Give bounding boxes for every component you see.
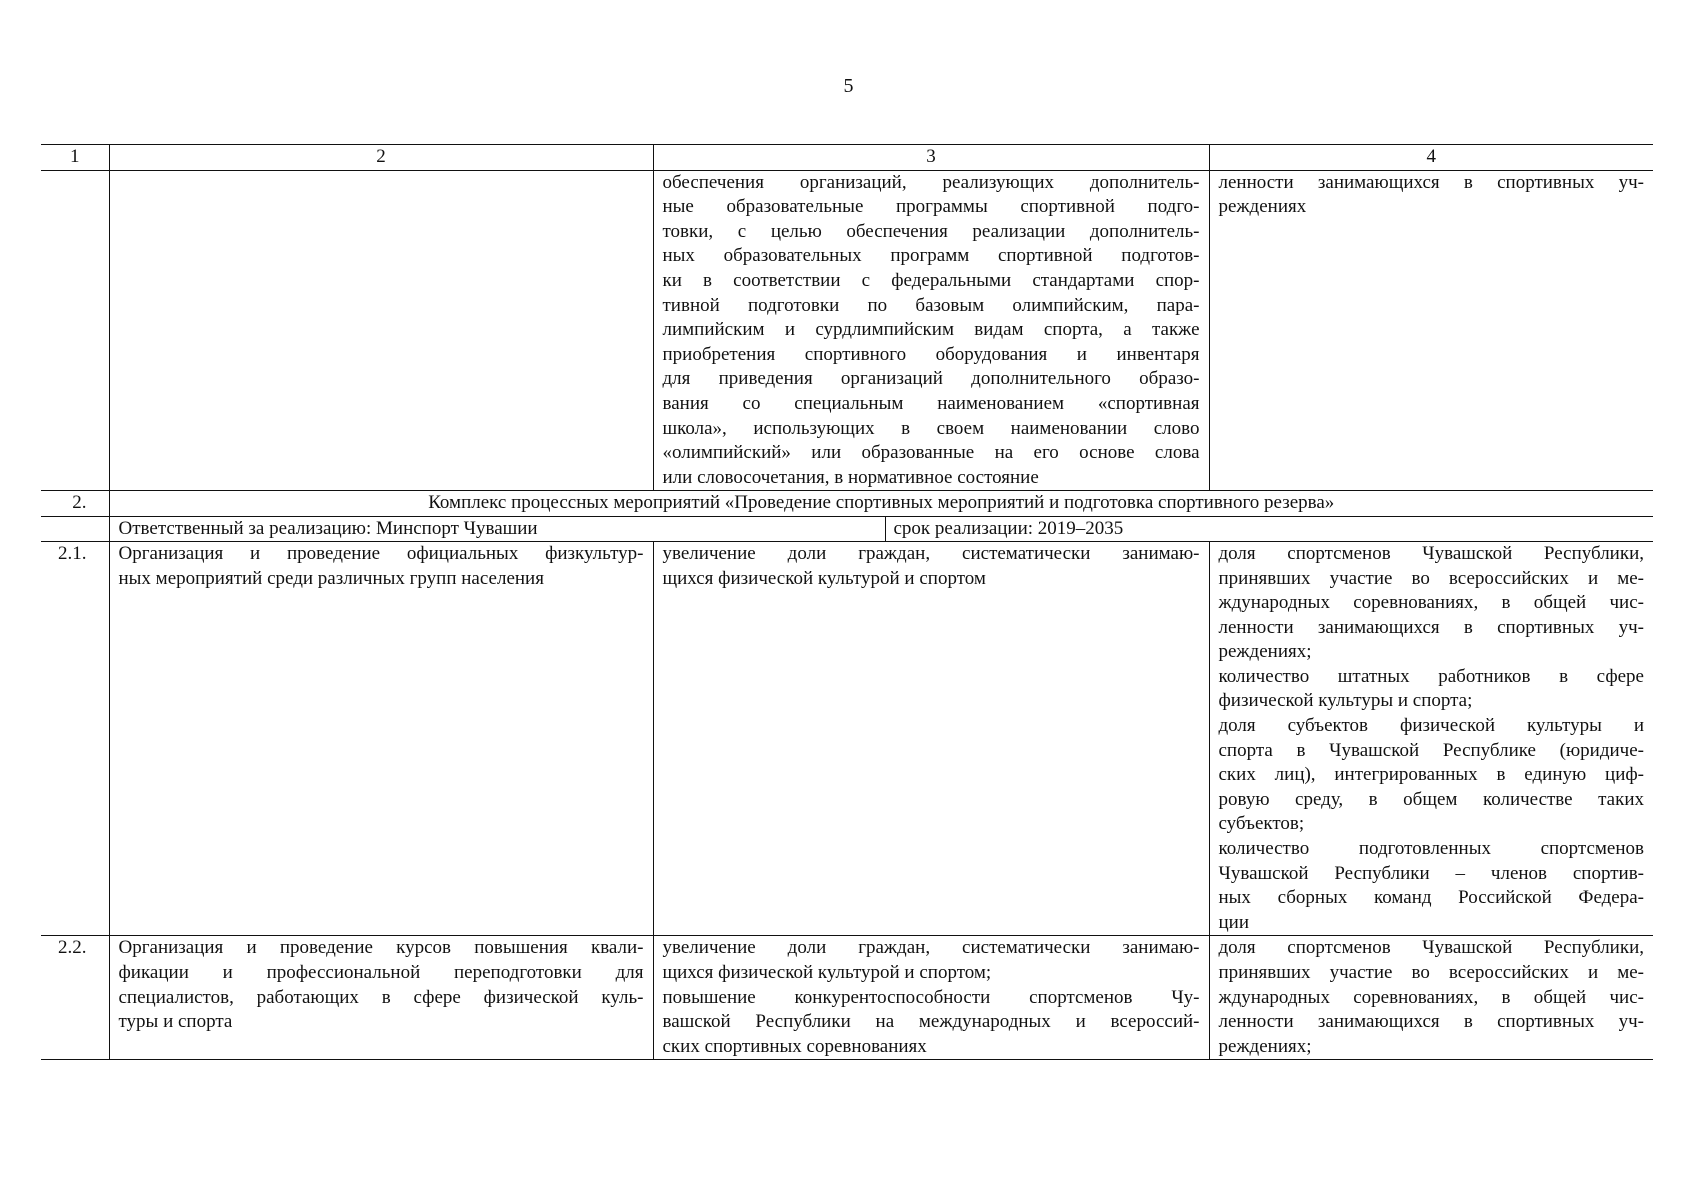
section-responsible-row bbox=[41, 516, 1653, 541]
text-line: физической культуры и спорта; bbox=[1218, 690, 1473, 712]
row-result-cell bbox=[653, 541, 1209, 936]
text-line: или словосочетания, в нормативное состояние bbox=[662, 466, 1039, 488]
text-line: для приведения организаций дополнительного образо- bbox=[662, 368, 1200, 390]
text-line: товки, с целью обеспечения реализации дополнитель- bbox=[662, 220, 1200, 242]
header-cell-4: 4 bbox=[1209, 145, 1653, 171]
table-row bbox=[41, 541, 1653, 936]
table-header-row bbox=[41, 145, 1653, 171]
header-cell-2: 2 bbox=[109, 145, 653, 171]
continuation-col2-cell bbox=[109, 170, 653, 491]
text-line: ных мероприятий среди различных групп населения bbox=[118, 567, 544, 589]
text-line: щихся физической культурой и спортом; bbox=[662, 962, 992, 983]
header-cell-3: 3 bbox=[653, 145, 1209, 171]
text-line: повышение конкурентоспособности спортсменов Чу- bbox=[662, 986, 1200, 1008]
text-line: тивной подготовки по базовым олимпийским, пара- bbox=[662, 294, 1200, 316]
continuation-col4-cell bbox=[1209, 170, 1653, 491]
text-line: фикации и профессиональной переподготовки для bbox=[118, 962, 644, 983]
text-line: ные образовательные программы спортивной подго- bbox=[662, 196, 1200, 218]
page-number: 5 bbox=[843, 75, 854, 97]
text-line: щихся физической культурой и спортом bbox=[662, 567, 986, 589]
text-line: ленности занимающихся в спортивных уч- bbox=[1218, 171, 1644, 193]
continuation-row bbox=[41, 170, 1653, 491]
text-line: ждународных соревнованиях, в общей чис- bbox=[1218, 592, 1644, 614]
continuation-col3-cell bbox=[653, 170, 1209, 491]
text-line: приобретения спортивного оборудования и инвентаря bbox=[662, 343, 1200, 365]
text-line: увеличение доли граждан, систематически занимаю- bbox=[662, 937, 1200, 959]
text-line: обеспечения организаций, реализующих дополнитель- bbox=[662, 171, 1200, 193]
row-indicator-cell bbox=[1209, 936, 1653, 1060]
text-line: доля субъектов физической культуры и bbox=[1218, 715, 1644, 737]
row-number: 2.1. bbox=[41, 541, 109, 936]
text-line: спорта в Чувашской Республике (юридиче- bbox=[1218, 739, 1644, 761]
row-indicator-cell bbox=[1209, 541, 1653, 936]
section-title: Комплекс процессных мероприятий «Проведение спортивных мероприятий и подготовка спортивного резерва» bbox=[109, 491, 1653, 517]
row-activity-cell bbox=[109, 541, 653, 936]
text-line: Организация и проведение официальных физкультур- bbox=[118, 542, 644, 564]
row-result-cell bbox=[653, 936, 1209, 1060]
text-line: «олимпийский» или образованные на его основе слова bbox=[662, 442, 1200, 464]
text-line: ских лиц), интегрированных в единую циф- bbox=[1218, 764, 1644, 786]
text-line: ских спортивных соревнованиях bbox=[662, 1035, 927, 1057]
text-line: количество штатных работников в сфере bbox=[1218, 665, 1644, 687]
text-line: ленности занимающихся в спортивных уч- bbox=[1218, 616, 1644, 638]
term-text: срок реализации: 2019–2035 bbox=[893, 517, 1124, 539]
text-line: реждениях bbox=[1218, 196, 1307, 218]
text-line: реждениях; bbox=[1218, 1035, 1312, 1057]
section-number: 2. bbox=[41, 491, 109, 517]
text-line: специалистов, работающих в сфере физической куль- bbox=[118, 986, 644, 1008]
text-line: реждениях; bbox=[1218, 641, 1312, 663]
text-line: увеличение доли граждан, систематически занимаю- bbox=[662, 542, 1200, 564]
section-responsible-empty-cell bbox=[41, 516, 109, 541]
text-line: ждународных соревнованиях, в общей чис- bbox=[1218, 986, 1644, 1008]
text-line: доля спортсменов Чувашской Республики, bbox=[1218, 937, 1644, 959]
text-line: принявших участие во всероссийских и ме- bbox=[1218, 567, 1644, 589]
text-line: ции bbox=[1218, 911, 1250, 933]
section-title-row bbox=[41, 491, 1653, 517]
section-responsible-cell bbox=[109, 516, 1653, 541]
text-line: Организация и проведение курсов повышения квали- bbox=[118, 937, 644, 959]
row-number: 2.2. bbox=[41, 936, 109, 1060]
header-cell-1: 1 bbox=[41, 145, 109, 171]
text-line: школа», использующих в своем наименовании слово bbox=[662, 417, 1200, 439]
text-line: лимпийским и сурдлимпийским видам спорта, а также bbox=[662, 319, 1200, 341]
text-line: вашской Республики на международных и всероссий- bbox=[662, 1011, 1200, 1033]
program-table bbox=[41, 144, 1653, 1060]
table-row bbox=[41, 936, 1653, 1060]
text-line: ных образовательных программ спортивной подготов- bbox=[662, 245, 1200, 267]
text-line: количество подготовленных спортсменов bbox=[1218, 838, 1644, 860]
row-activity-cell bbox=[109, 936, 653, 1060]
text-line: вания со специальным наименованием «спортивная bbox=[662, 392, 1200, 414]
text-line: принявших участие во всероссийских и ме- bbox=[1218, 962, 1644, 983]
text-line: ных сборных команд Российской Федера- bbox=[1218, 887, 1644, 909]
responsible-text: Ответственный за реализацию: Минспорт Чувашии bbox=[110, 517, 886, 541]
text-line: Чувашской Республики – членов спортив- bbox=[1218, 862, 1644, 884]
text-line: ки в соответствии с федеральными стандартами спор- bbox=[662, 269, 1200, 291]
text-line: ровую среду, в общем количестве таких bbox=[1218, 788, 1644, 810]
continuation-number-cell bbox=[41, 170, 109, 491]
text-line: ленности занимающихся в спортивных уч- bbox=[1218, 1011, 1644, 1033]
text-line: туры и спорта bbox=[118, 1011, 233, 1033]
text-line: доля спортсменов Чувашской Республики, bbox=[1218, 542, 1644, 564]
text-line: субъектов; bbox=[1218, 813, 1305, 835]
